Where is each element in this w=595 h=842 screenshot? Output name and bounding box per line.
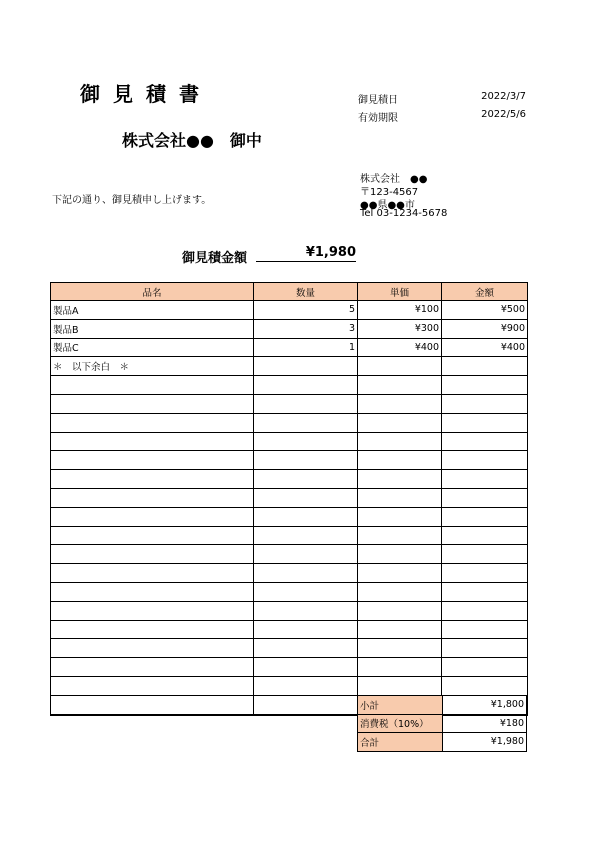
summary-row [358,714,527,733]
quantity-cell [254,470,358,489]
table-row [51,432,528,451]
table-row [51,357,528,376]
quantity-cell [254,658,358,677]
item-name-cell [51,695,254,714]
item-name-cell [51,488,254,507]
amount-cell [442,601,528,620]
unit-price-cell: ¥400 [358,338,442,357]
item-name-cell [51,658,254,677]
unit-price-cell [358,470,442,489]
header-amount: 金額 [442,283,528,301]
table-row [51,564,528,583]
table-row [51,676,528,695]
supplier-tel: Tel 03-1234-5678 [360,208,448,219]
table-row [51,301,528,320]
item-name-cell [51,394,254,413]
amount-cell: ¥400 [442,338,528,357]
quantity-cell [254,545,358,564]
unit-price-cell [358,658,442,677]
table-row [51,601,528,620]
amount-cell [442,620,528,639]
unit-price-cell [358,564,442,583]
amount-cell: ¥900 [442,319,528,338]
quantity-cell: 3 [254,319,358,338]
unit-price-cell: ¥300 [358,319,442,338]
amount-cell [442,564,528,583]
table-row [51,413,528,432]
item-name-cell [51,413,254,432]
unit-price-cell [358,432,442,451]
total-amount-value: ¥1,980 [256,245,356,262]
item-name-cell: 製品C [51,338,254,357]
item-name-cell: 製品B [51,319,254,338]
unit-price-cell [358,676,442,695]
summary-value: ¥1,980 [443,733,527,752]
item-name-cell [51,451,254,470]
unit-price-cell [358,620,442,639]
table-row [51,545,528,564]
unit-price-cell: ¥100 [358,301,442,320]
client-name: 株式会社●● 御中 [122,131,262,150]
summary-label: 小計 [358,696,443,715]
table-row [51,470,528,489]
document-title: 御見積書 [80,82,212,106]
quote-date-label: 御見積日 [358,95,398,106]
summary-table [357,695,527,752]
quantity-cell [254,526,358,545]
unit-price-cell [358,639,442,658]
amount-cell [442,488,528,507]
quantity-cell: 1 [254,338,358,357]
table-row [51,582,528,601]
quantity-cell [254,413,358,432]
quantity-cell: 5 [254,301,358,320]
item-name-cell [51,507,254,526]
quantity-cell [254,620,358,639]
amount-cell [442,582,528,601]
amount-cell [442,394,528,413]
item-name-cell [51,601,254,620]
unit-price-cell [358,488,442,507]
table-row [51,338,528,357]
unit-price-cell [358,357,442,376]
header-unit-price: 単価 [358,283,442,301]
unit-price-cell [358,526,442,545]
summary-row [358,733,527,752]
supplier-address: ●●県●●市 [360,200,415,211]
quantity-cell [254,639,358,658]
unit-price-cell [358,582,442,601]
item-name-cell [51,376,254,395]
quantity-cell [254,432,358,451]
header-quantity: 数量 [254,283,358,301]
unit-price-cell [358,601,442,620]
header-item-name: 品名 [51,283,254,301]
item-name-cell [51,620,254,639]
amount-cell [442,639,528,658]
item-name-cell [51,582,254,601]
table-row [51,451,528,470]
total-amount-label: 御見積金額 [182,251,248,266]
amount-cell [442,413,528,432]
quantity-cell [254,376,358,395]
quantity-cell [254,357,358,376]
quantity-cell [254,507,358,526]
amount-cell [442,676,528,695]
amount-cell [442,376,528,395]
summary-label: 合計 [358,733,443,752]
item-name-cell [51,470,254,489]
table-row [51,488,528,507]
quantity-cell [254,564,358,583]
amount-cell [442,545,528,564]
supplier-postal: 〒123-4567 [360,187,419,198]
amount-cell [442,526,528,545]
table-row [51,376,528,395]
valid-until-label: 有効期限 [358,113,398,124]
quote-date-value: 2022/3/7 [481,91,526,102]
unit-price-cell [358,451,442,470]
amount-cell [442,470,528,489]
unit-price-cell [358,413,442,432]
unit-price-cell [358,394,442,413]
quantity-cell [254,695,358,714]
summary-row [358,696,527,715]
table-row [51,639,528,658]
unit-price-cell [358,545,442,564]
summary-value: ¥1,800 [443,696,527,715]
greeting-text: 下記の通り、御見積申し上げます。 [52,195,212,206]
item-name-cell [51,545,254,564]
amount-cell [442,658,528,677]
amount-cell: ¥500 [442,301,528,320]
valid-until-value: 2022/5/6 [481,109,526,120]
amount-cell [442,357,528,376]
summary-label: 消費税（10%） [358,714,443,733]
table-row [51,507,528,526]
table-row [51,319,528,338]
summary-value: ¥180 [443,714,527,733]
quantity-cell [254,582,358,601]
quantity-cell [254,676,358,695]
quantity-cell [254,601,358,620]
amount-cell [442,507,528,526]
table-row [51,620,528,639]
items-table [50,282,528,716]
item-name-cell: 製品A [51,301,254,320]
quantity-cell [254,394,358,413]
item-name-cell [51,676,254,695]
table-row [51,394,528,413]
supplier-name: 株式会社 ●● [360,174,428,185]
item-name-cell [51,432,254,451]
table-header-row [51,283,528,301]
item-name-cell: ＊ 以下余白 ＊ [51,357,254,376]
unit-price-cell [358,376,442,395]
item-name-cell [51,639,254,658]
item-name-cell [51,564,254,583]
amount-cell [442,451,528,470]
quantity-cell [254,488,358,507]
unit-price-cell [358,507,442,526]
table-row [51,658,528,677]
table-row [51,526,528,545]
quantity-cell [254,451,358,470]
item-name-cell [51,526,254,545]
amount-cell [442,432,528,451]
